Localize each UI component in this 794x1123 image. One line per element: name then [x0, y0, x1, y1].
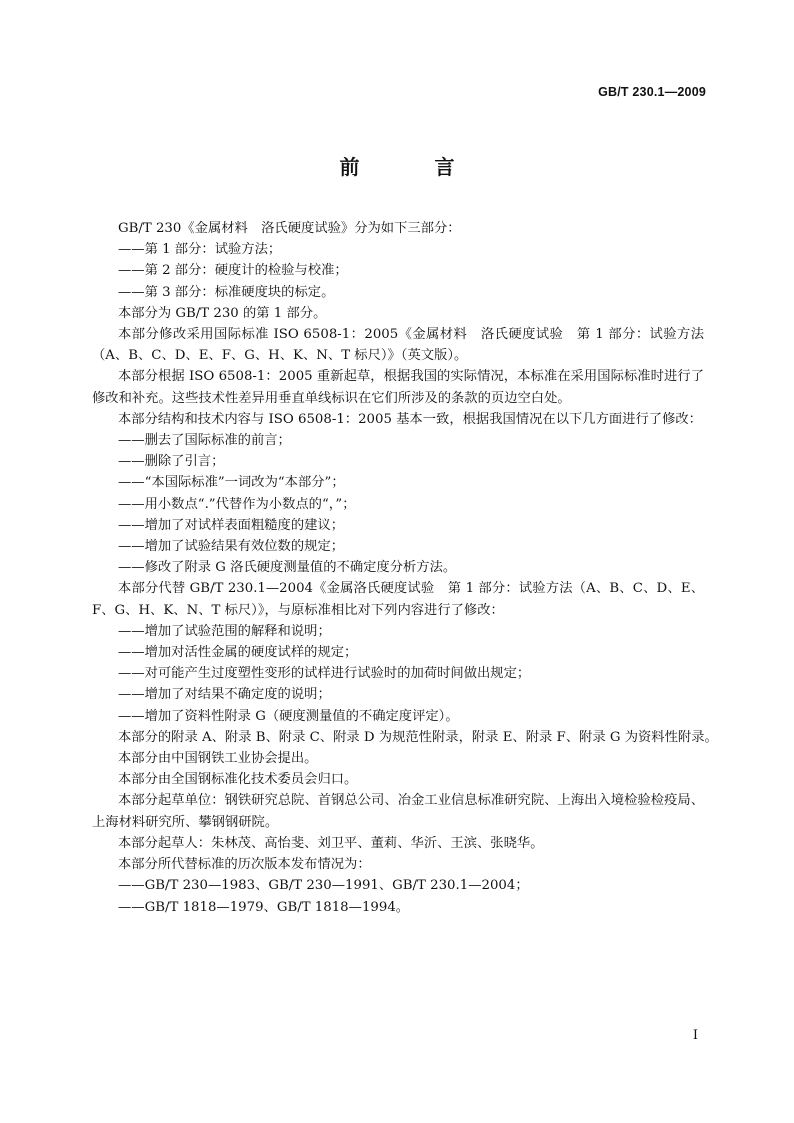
list-item: ——增加了试验结果有效位数的规定； [118, 539, 345, 555]
list-item: ——删去了国际标准的前言； [118, 433, 291, 449]
list-item: ——第 1 部分：试验方法； [118, 242, 282, 258]
paragraph: 本部分为 GB/T 230 的第 1 部分。 [118, 305, 327, 321]
page-number: I [692, 1028, 698, 1043]
list-item: ——“本国际标准”一词改为“本部分”； [118, 475, 345, 491]
list-item: ——增加了资料性附录 G（硬度测量值的不确定度评定）。 [118, 708, 459, 724]
paragraph: 本部分所代替标准的历次版本发布情况为： [118, 857, 371, 873]
list-item: ——增加对活性金属的硬度试样的规定； [118, 645, 358, 661]
list-item: ——增加了试验范围的解释和说明； [118, 623, 331, 639]
paragraph: 本部分起草单位：钢铁研究总院、首钢总公司、冶金工业信息标准研究院、上海出入境检验检疫局、上海材料研究所、攀钢钢研院。 [92, 793, 704, 830]
paragraph: GB/T 230《金属材料 洛氏硬度试验》分为如下三部分： [118, 221, 461, 236]
list-item: ——第 2 部分：硬度计的检验与校准； [118, 263, 348, 279]
paragraph: 本部分由中国钢铁工业协会提出。 [118, 751, 318, 767]
list-item: ——对可能产生过度塑性变形的试样进行试验时的加荷时间做出规定； [118, 666, 531, 682]
list-item: ——删除了引言； [118, 454, 225, 470]
foreword-body [92, 218, 718, 918]
list-item: ——修改了附录 G 洛氏硬度测量值的不确定度分析方法。 [118, 560, 457, 576]
list-item: ——GB/T 230—1983、GB/T 230—1991、GB/T 230.1—2004； [118, 878, 529, 894]
list-item: ——增加了对结果不确定度的说明； [118, 687, 331, 703]
paragraph: 本部分起草人：朱林茂、高怡斐、刘卫平、董莉、华沂、王滨、张晓华。 [118, 835, 544, 851]
list-item: ——GB/T 1818—1979、GB/T 1818—1994。 [118, 899, 410, 915]
standard-number: GB/T 230.1—2009 [598, 85, 706, 99]
paragraph: 本部分结构和技术内容与 ISO 6508-1：2005 基本一致，根据我国情况在以下几方面进行了修改： [118, 411, 702, 427]
paragraph: 本部分根据 ISO 6508-1：2005 重新起草，根据我国的实际情况，本标准在采用国际标准时进行了修改和补充。这些技术性差异用垂直单线标识在它们所涉及的条款的页边空白处。 [92, 369, 704, 406]
paragraph: 本部分修改采用国际标准 ISO 6508-1：2005《金属材料 洛氏硬度试验 第 1 部分：试验方法（A、B、C、D、E、F、G、H、K、N、T 标尺）》（英文版）。 [92, 327, 704, 364]
page-title: 前 言 [339, 155, 489, 179]
list-item: ——增加了对试样表面粗糙度的建议； [118, 517, 345, 533]
list-item: ——用小数点“.”代替作为小数点的“，”； [118, 496, 356, 512]
paragraph: 本部分代替 GB/T 230.1—2004《金属洛氏硬度试验 第 1 部分：试验方法（A、B、C、D、E、F、G、H、K、N、T 标尺）》，与原标准相比对下列内容进行了修改： [92, 581, 704, 618]
paragraph: 本部分的附录 A、附录 B、附录 C、附录 D 为规范性附录，附录 E、附录 F、附录 G 为资料性附录。 [118, 729, 718, 745]
list-item: ——第 3 部分：标准硬度块的标定。 [118, 284, 335, 300]
paragraph: 本部分由全国钢标准化技术委员会归口。 [118, 772, 358, 788]
